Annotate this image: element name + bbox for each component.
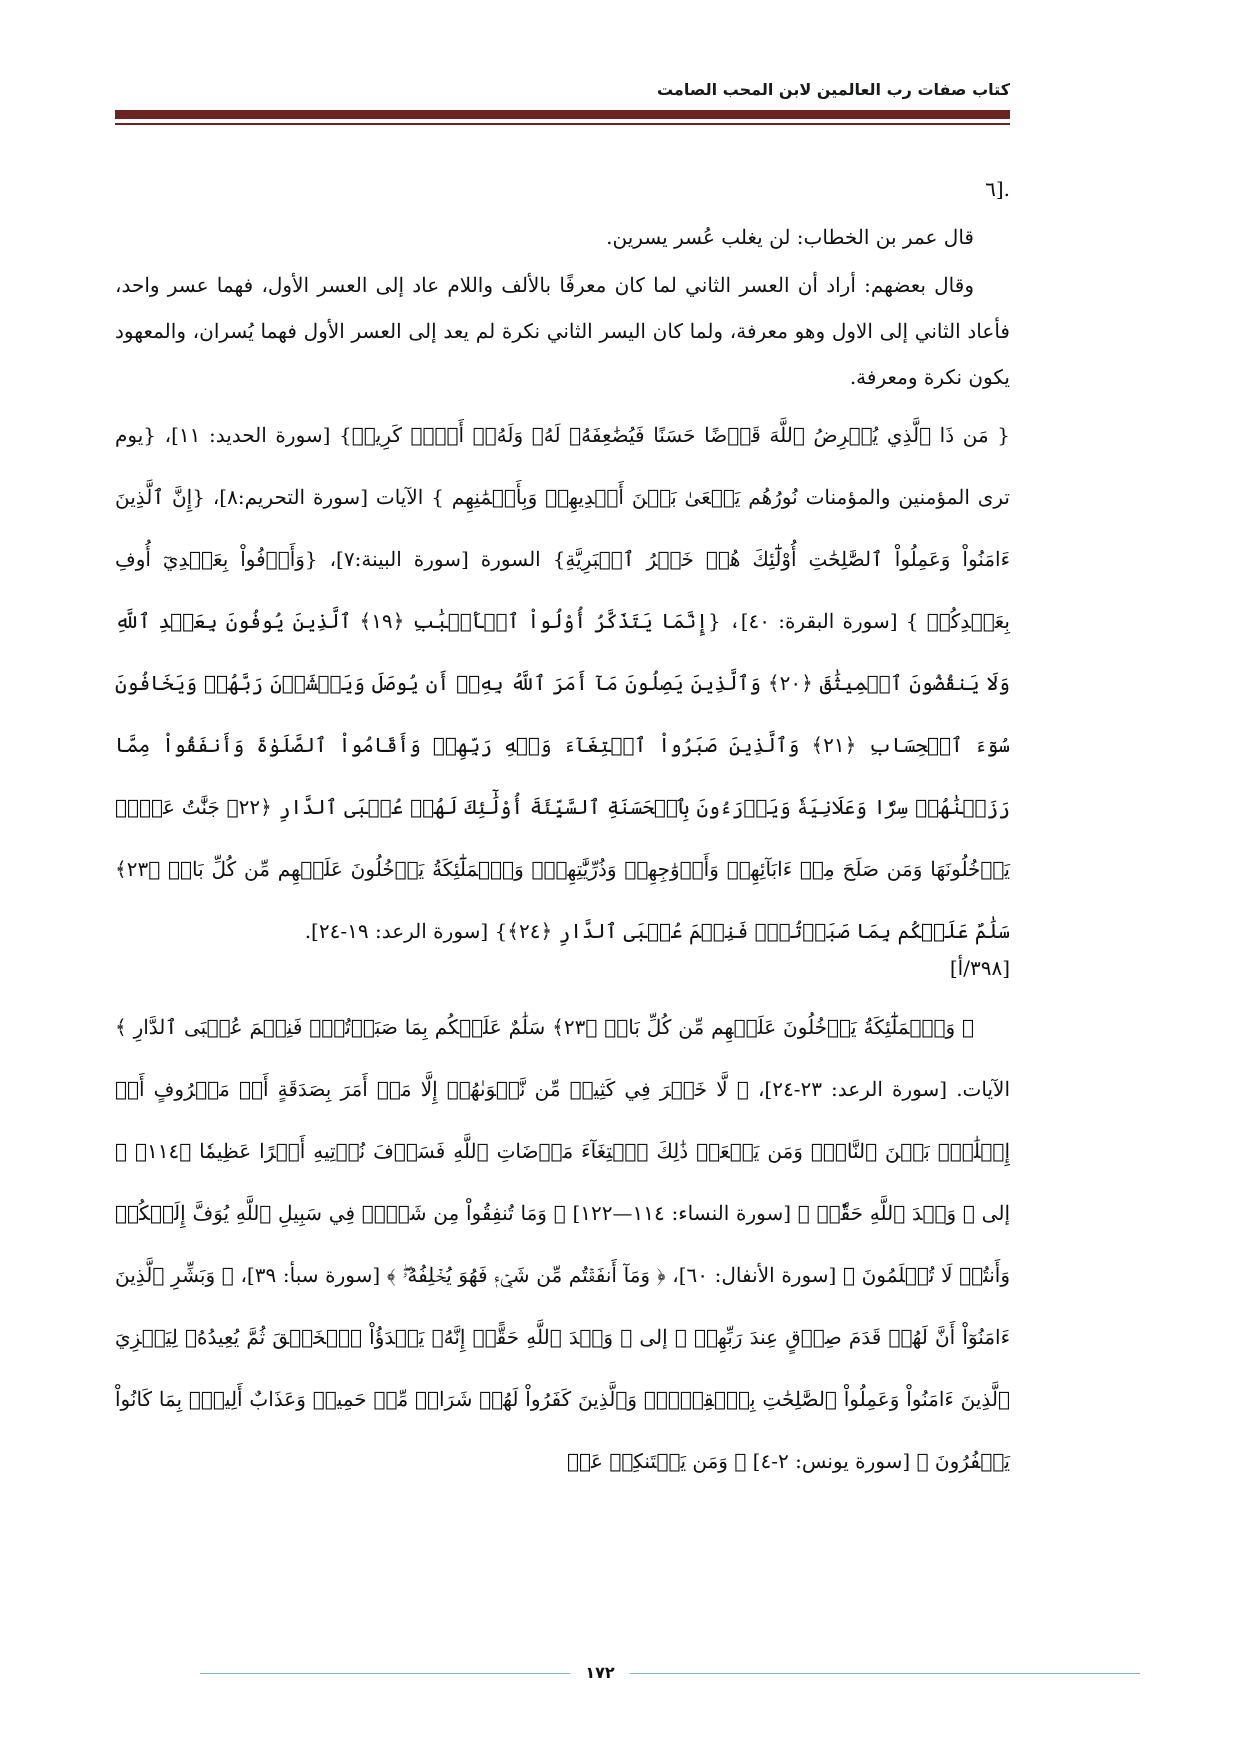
- header-rule-thin: [115, 123, 1010, 125]
- paragraph-commentary: وقال بعضهم: أراد أن العسر الثاني لما كان معرفًا بالألف واللام عاد إلى العسر الأول، فهما عسر واحد، فأعاد الثاني إلى الاول وهو معرفة، ولما كان اليسر الثاني نكرة لم يعد إلى العسر الأول فهما يُسران، والمعهود يكون نكرة ومعرفة.: [115, 273, 1010, 389]
- paragraph-quranic-verses: { مَن ذَا ٱلَّذِي يُقۡرِضُ ٱللَّهَ قَرۡضًا حَسَنًا فَيُضَٰعِفَهُۥ لَهُۥ وَلَهُۥٓ أَجۡرٞ كَرِيمٞ} [سورة الحديد: ١١]، {يوم ترى المؤمنين والمؤمنات نُورُهُم يَسۡعَىٰ بَيۡنَ أَيۡدِيهِمۡ وَبِأَيۡمَٰنِهِم } الآيات [سورة التحريم:٨]، {إِنَّ ٱلَّذِينَ ءَامَنُواْ وَعَمِلُواْ ٱلصَّٰلِحَٰتِ أُوْلَٰٓئِكَ هُمۡ خَيۡرُ ٱلۡبَرِيَّةِ} السورة [سورة البينة:٧]، {وَأَوۡفُواْ بِعَهۡدِيٓ أُوفِ بِعَهۡدِكُمۡ } [سورة البقرة: ٤٠]، {إِنَّمَا يَتَذَكَّرُ أُوْلُواْ ٱلۡأَلۡبَٰبِ ﴿١٩﴾ ٱلَّذِينَ يُوفُونَ بِعَهۡدِ ٱللَّهِ وَلَا يَنقُضُونَ ٱلۡمِيثَٰقَ ﴿٢٠﴾ وَٱلَّذِينَ يَصِلُونَ مَآ أَمَرَ ٱللَّهُ بِهِۦٓ أَن يُوصَلَ وَيَخۡشَوۡنَ رَبَّهُمۡ وَيَخَافُونَ سُوٓءَ ٱلۡحِسَابِ ﴿٢١﴾ وَٱلَّذِينَ صَبَرُواْ ٱبۡتِغَآءَ وَجۡهِ رَبِّهِمۡ وَأَقَامُواْ ٱلصَّلَوٰةَ وَأَنفَقُواْ مِمَّا رَزَقۡنَٰهُمۡ سِرّٗا وَعَلَانِيَةٗ وَيَدۡرَءُونَ بِٱلۡحَسَنَةِ ٱلسَّيِّئَةَ أُوْلَٰٓئِكَ لَهُمۡ عُقۡبَى ٱلدَّارِ ﴿٢٢﴾ جَنَّٰتُ عَدۡنٖ يَدۡخُلُونَهَا وَمَن صَلَحَ مِنۡ ءَابَآئِهِمۡ وَأَزۡوَٰجِهِمۡ وَذُرِّيَّٰتِهِمۡۖ وَٱلۡمَلَٰٓئِكَةُ يَدۡخُلُونَ عَلَيۡهِم مِّن كُلِّ بَابٖ ﴿٢٣﴾ سَلَٰمٌ عَلَيۡكُم بِمَا صَبَرۡتُمۡۚ فَنِعۡمَ عُقۡبَى ٱلدَّارِ ﴿٢٤﴾} [سورة الرعد: ١٩-٢٤].: [115, 423, 1011, 943]
- running-header-title: كتاب صفات رب العالمين لابن المحب الصامت: [656, 80, 1010, 99]
- footer-rule: [200, 1673, 1140, 1674]
- paragraph-quranic-verses-continued: ﴿ وَٱلۡمَلَٰٓئِكَةُ يَدۡخُلُونَ عَلَيۡهِم مِّن كُلِّ بَابٖ ﴿٢٣﴾ سَلَٰمٌ عَلَيۡكُم بِمَا صَبَرۡتُمۡۚ فَنِعۡمَ عُقۡبَى ٱلدَّارِ ﴾ الآيات. [سورة الرعد: ٢٣-٢٤]، ﴿ لَّا خَيۡرَ فِي كَثِيرٖ مِّن نَّجۡوَىٰهُمۡ إِلَّا مَنۡ أَمَرَ بِصَدَقَةٍ أَوۡ مَعۡرُوفٍ أَوۡ إِصۡلَٰحِۭ بَيۡنَ ٱلنَّاسِۚ وَمَن يَفۡعَلۡ ذَٰلِكَ ٱبۡتِغَآءَ مَرۡضَاتِ ٱللَّهِ فَسَوۡفَ نُؤۡتِيهِ أَجۡرًا عَظِيمٗا ﴿١١٤﴾ ﴾ إلى ﴿ وَعۡدَ ٱللَّهِ حَقّٗاۚ ﴾ [سورة النساء: ١١٤—١٢٢] ﴿ وَمَا تُنفِقُواْ مِن شَيۡءٖ فِي سَبِيلِ ٱللَّهِ يُوَفَّ إِلَيۡكُمۡ وَأَنتُمۡ لَا تُظۡلَمُونَ ﴾ [سورة الأنفال: ٦٠]، ﴿ وَمَآ أَنفَقۡتُم مِّن شَيۡءٖ فَهُوَ يُخۡلِفُهُۥۖ ﴾ [سورة سبأ: ٣٩]، ﴿ وَبَشِّرِ ٱلَّذِينَ ءَامَنُوٓاْ أَنَّ لَهُمۡ قَدَمَ صِدۡقٍ عِندَ رَبِّهِمۡ ﴾ إلى ﴿ وَعۡدَ ٱللَّهِ حَقًّاۚ إِنَّهُۥ يَبۡدَؤُاْ ٱلۡخَلۡقَ ثُمَّ يُعِيدُهُۥ لِيَجۡزِيَ ٱلَّذِينَ ءَامَنُواْ وَعَمِلُواْ ٱلصَّٰلِحَٰتِ بِٱلۡقِسۡطِۚ وَٱلَّذِينَ كَفَرُواْ لَهُمۡ شَرَابٞ مِّنۡ حَمِيمٖ وَعَذَابٌ أَلِيمُۢ بِمَا كَانُواْ يَكۡفُرُونَ ﴾ [سورة يونس: ٢-٤] ﴿ وَمَن يَسۡتَنكِفۡ عَنۡ: [115, 1015, 1011, 1473]
- manuscript-folio-reference: [٣٩٨/أ]: [949, 956, 1010, 980]
- header-rule-thick: [115, 110, 1010, 119]
- page-number: ١٧٢: [570, 1660, 630, 1686]
- continuation-fragment: .[٦: [985, 177, 1010, 201]
- paragraph-umar-quote: قال عمر بن الخطاب: لن يغلب عُسر يسرين.: [606, 225, 974, 249]
